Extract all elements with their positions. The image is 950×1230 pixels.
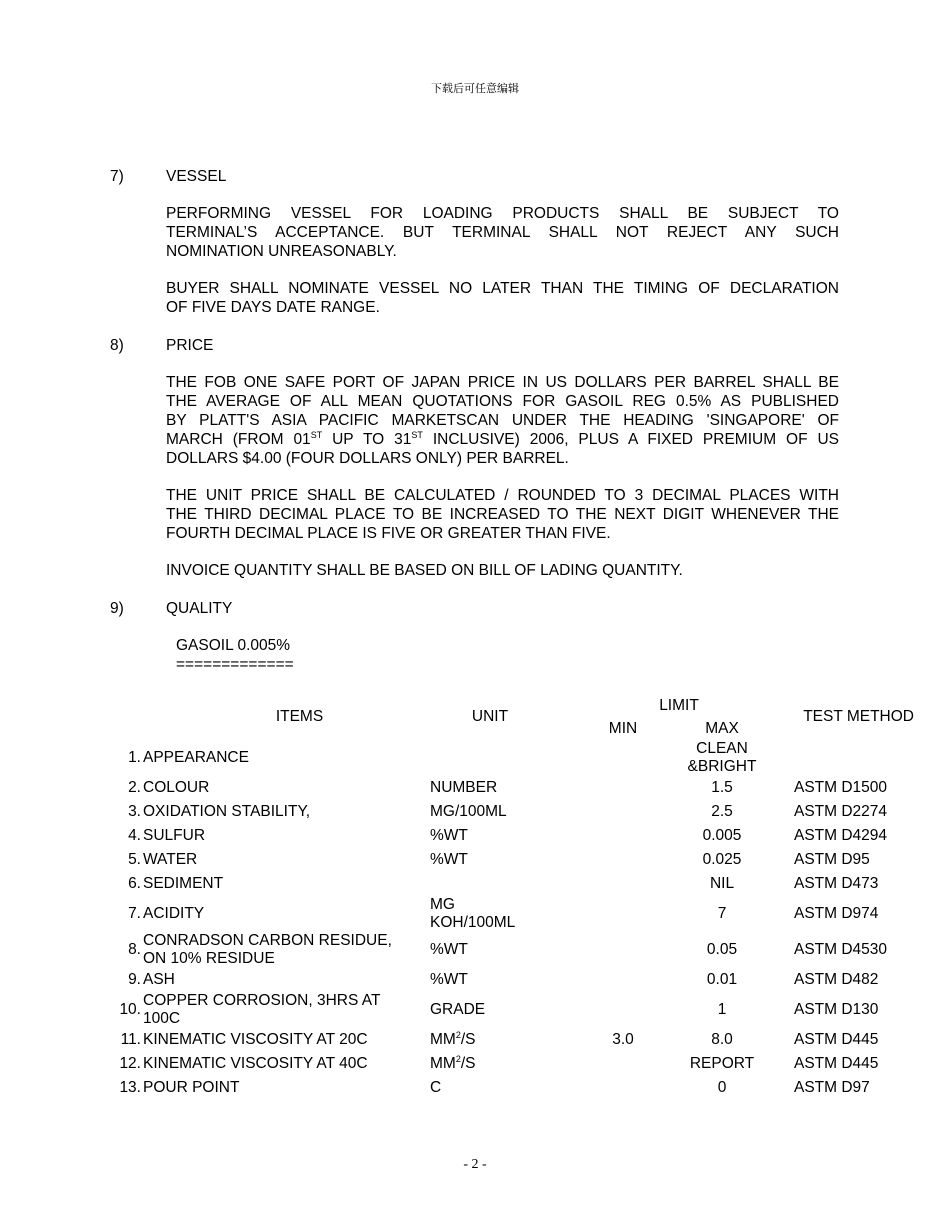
row-number: 1. [128, 749, 141, 766]
header-max: MAX [705, 719, 739, 737]
text-fragment: MARCH (FROM 01 [166, 431, 311, 448]
max-cell: CLEAN &BRIGHT [687, 740, 757, 775]
row-number: 13. [119, 1079, 141, 1096]
test-method-cell: ASTM D2274 [794, 803, 888, 820]
item-cell: WATER [143, 851, 198, 868]
item-cell: KINEMATIC VISCOSITY AT 40C [143, 1055, 368, 1072]
test-method-cell [778, 740, 914, 776]
table-row [117, 800, 914, 824]
unit-cell: MG KOH/100ML [430, 896, 516, 931]
max-cell: 0.025 [702, 851, 742, 868]
text-line: INVOICE QUANTITY SHALL BE BASED ON BILL OF LADING QUANTITY. [166, 562, 683, 579]
text-line: DOLLARS $4.00 (FOUR DOLLARS ONLY) PER BARREL. [166, 450, 569, 467]
row-number: 3. [128, 803, 141, 820]
item-cell: SEDIMENT [143, 875, 224, 892]
row-number: 5. [128, 851, 141, 868]
header-limit: LIMIT [659, 696, 699, 714]
min-cell [580, 968, 666, 992]
unit-cell [430, 740, 580, 776]
table-body [117, 740, 914, 1100]
unit-cell: %WT [430, 971, 468, 988]
max-cell: 1 [717, 1001, 727, 1018]
text-line: THE THIRD DECIMAL PLACE TO BE INCREASED TO THE NEXT DIGIT WHENEVER THE [166, 506, 839, 523]
row-number: 2. [128, 779, 141, 796]
text-fragment: UP TO 31 [322, 431, 412, 448]
text-line: FOURTH DECIMAL PLACE IS FIVE OR GREATER THAN FIVE. [166, 525, 611, 542]
unit-cell: C [430, 1079, 442, 1096]
test-method-cell: ASTM D1500 [794, 779, 888, 796]
table-row [117, 1028, 914, 1052]
section-title: VESSEL [166, 168, 227, 185]
unit-text: MM [430, 1031, 456, 1048]
min-cell [580, 848, 666, 872]
text-line: TERMINAL’S ACCEPTANCE. BUT TERMINAL SHALL NOT REJECT ANY SUCH [166, 224, 839, 241]
item-cell: KINEMATIC VISCOSITY AT 20C [143, 1031, 368, 1048]
table-row [117, 968, 914, 992]
test-method-cell: ASTM D130 [794, 1001, 879, 1018]
unit-superscript: 2 [455, 1054, 461, 1064]
row-number: 7. [128, 905, 141, 922]
unit-cell: GRADE [430, 1001, 486, 1018]
text-line: BY PLATT'S ASIA PACIFIC MARKETSCAN UNDER THE HEADING 'SINGAPORE' OF [166, 412, 839, 429]
text-line: NOMINATION UNREASONABLY. [166, 243, 397, 260]
section-number: 9) [110, 600, 124, 617]
row-number: 11. [120, 1031, 141, 1048]
test-method-cell: ASTM D445 [794, 1031, 879, 1048]
text-line: THE FOB ONE SAFE PORT OF JAPAN PRICE IN US DOLLARS PER BARREL SHALL BE [166, 374, 839, 391]
item-cell: ASH [143, 971, 175, 988]
ordinal-superscript: ST [310, 430, 323, 440]
header-min: MIN [608, 719, 638, 737]
unit-superscript: 2 [455, 1030, 461, 1040]
item-cell: POUR POINT [143, 1079, 240, 1096]
unit-cell: %WT [430, 827, 468, 844]
table-row [117, 1052, 914, 1076]
min-cell [580, 932, 666, 968]
max-cell: 7 [717, 905, 727, 922]
unit-cell [430, 1028, 580, 1052]
max-cell: 0.005 [702, 827, 742, 844]
item-cell: COPPER CORROSION, 3HRS AT 100C [143, 992, 381, 1027]
table-row [117, 740, 914, 776]
row-number: 6. [128, 875, 141, 892]
table-row [117, 992, 914, 1028]
min-cell [580, 824, 666, 848]
row-number: 4. [128, 827, 141, 844]
item-cell: ACIDITY [143, 905, 205, 922]
row-number: 12. [119, 1055, 141, 1072]
section-number: 8) [110, 337, 124, 354]
product-name: GASOIL 0.005% [176, 637, 291, 654]
header-test-method: TEST METHOD [803, 708, 914, 725]
min-cell [580, 1076, 666, 1100]
text-line: THE AVERAGE OF ALL MEAN QUOTATIONS FOR GASOIL REG 0.5% AS PUBLISHED [166, 393, 839, 410]
table-row [117, 896, 914, 932]
test-method-cell: ASTM D974 [794, 905, 879, 922]
price-paragraph-2 [166, 486, 839, 543]
product-underline: ============= [176, 656, 294, 673]
unit-text: MM [430, 1055, 456, 1072]
test-method-cell: ASTM D4530 [794, 941, 888, 958]
item-cell: APPEARANCE [143, 749, 249, 766]
min-cell [580, 740, 666, 776]
vessel-paragraph-2 [166, 279, 839, 317]
row-number: 10. [119, 1001, 141, 1018]
text-fragment: INCLUSIVE) 2006, PLUS A FIXED PREMIUM OF US [422, 431, 839, 448]
unit-text: /S [460, 1055, 476, 1072]
max-cell: 0 [717, 1079, 727, 1096]
table-row [117, 872, 914, 896]
test-method-cell: ASTM D4294 [794, 827, 888, 844]
price-paragraph-1 [166, 373, 839, 468]
table-row [117, 1076, 914, 1100]
test-method-cell: ASTM D482 [794, 971, 879, 988]
vessel-paragraph-1 [166, 204, 839, 261]
item-cell: COLOUR [143, 779, 210, 796]
ordinal-superscript: ST [411, 430, 423, 440]
table-row [117, 848, 914, 872]
row-number: 9. [128, 971, 141, 988]
row-number: 8. [128, 941, 141, 958]
text-line: BUYER SHALL NOMINATE VESSEL NO LATER THAN THE TIMING OF DECLARATION [166, 280, 839, 297]
table-row [117, 776, 914, 800]
max-cell: 0.05 [706, 941, 738, 958]
quality-spec-table [117, 694, 914, 1100]
test-method-cell: ASTM D473 [794, 875, 879, 892]
min-cell [580, 1052, 666, 1076]
text-line: THE UNIT PRICE SHALL BE CALCULATED / ROUNDED TO 3 DECIMAL PLACES WITH [166, 487, 839, 504]
unit-cell: MG/100ML [430, 803, 507, 820]
table-row [117, 824, 914, 848]
price-paragraph-3 [166, 561, 839, 580]
test-method-cell: ASTM D97 [794, 1079, 870, 1096]
min-cell [580, 896, 666, 932]
product-label [176, 636, 294, 674]
unit-cell: NUMBER [430, 779, 498, 796]
section-title: PRICE [166, 337, 214, 354]
max-cell: 0.01 [706, 971, 738, 988]
max-cell: NIL [709, 875, 735, 892]
table-row [117, 932, 914, 968]
item-cell: CONRADSON CARBON RESIDUE, ON 10% RESIDUE [143, 932, 392, 967]
item-cell: SULFUR [143, 827, 206, 844]
header-unit: UNIT [471, 708, 509, 725]
header-items: ITEMS [275, 708, 324, 725]
unit-cell: %WT [430, 851, 468, 868]
min-cell [580, 992, 666, 1028]
text-line: OF FIVE DAYS DATE RANGE. [166, 299, 380, 316]
min-cell [580, 800, 666, 824]
max-cell: 8.0 [711, 1031, 733, 1048]
test-method-cell: ASTM D95 [794, 851, 870, 868]
text-line: PERFORMING VESSEL FOR LOADING PRODUCTS SHALL BE SUBJECT TO [166, 205, 839, 222]
unit-cell [430, 872, 580, 896]
page-number: - 2 - [463, 1157, 487, 1172]
max-cell: 1.5 [711, 779, 733, 796]
unit-cell: %WT [430, 941, 468, 958]
test-method-cell: ASTM D445 [794, 1055, 879, 1072]
section-title: QUALITY [166, 600, 233, 617]
unit-cell [430, 1052, 580, 1076]
page-header: 下载后可任意编辑 [431, 82, 519, 95]
item-cell: OXIDATION STABILITY, [143, 803, 311, 820]
max-cell: REPORT [689, 1055, 755, 1072]
min-cell [580, 776, 666, 800]
section-number: 7) [110, 168, 124, 185]
unit-text: /S [460, 1031, 476, 1048]
max-cell: 2.5 [711, 803, 733, 820]
min-cell: 3.0 [612, 1031, 634, 1048]
min-cell [580, 872, 666, 896]
text-line [166, 430, 839, 449]
